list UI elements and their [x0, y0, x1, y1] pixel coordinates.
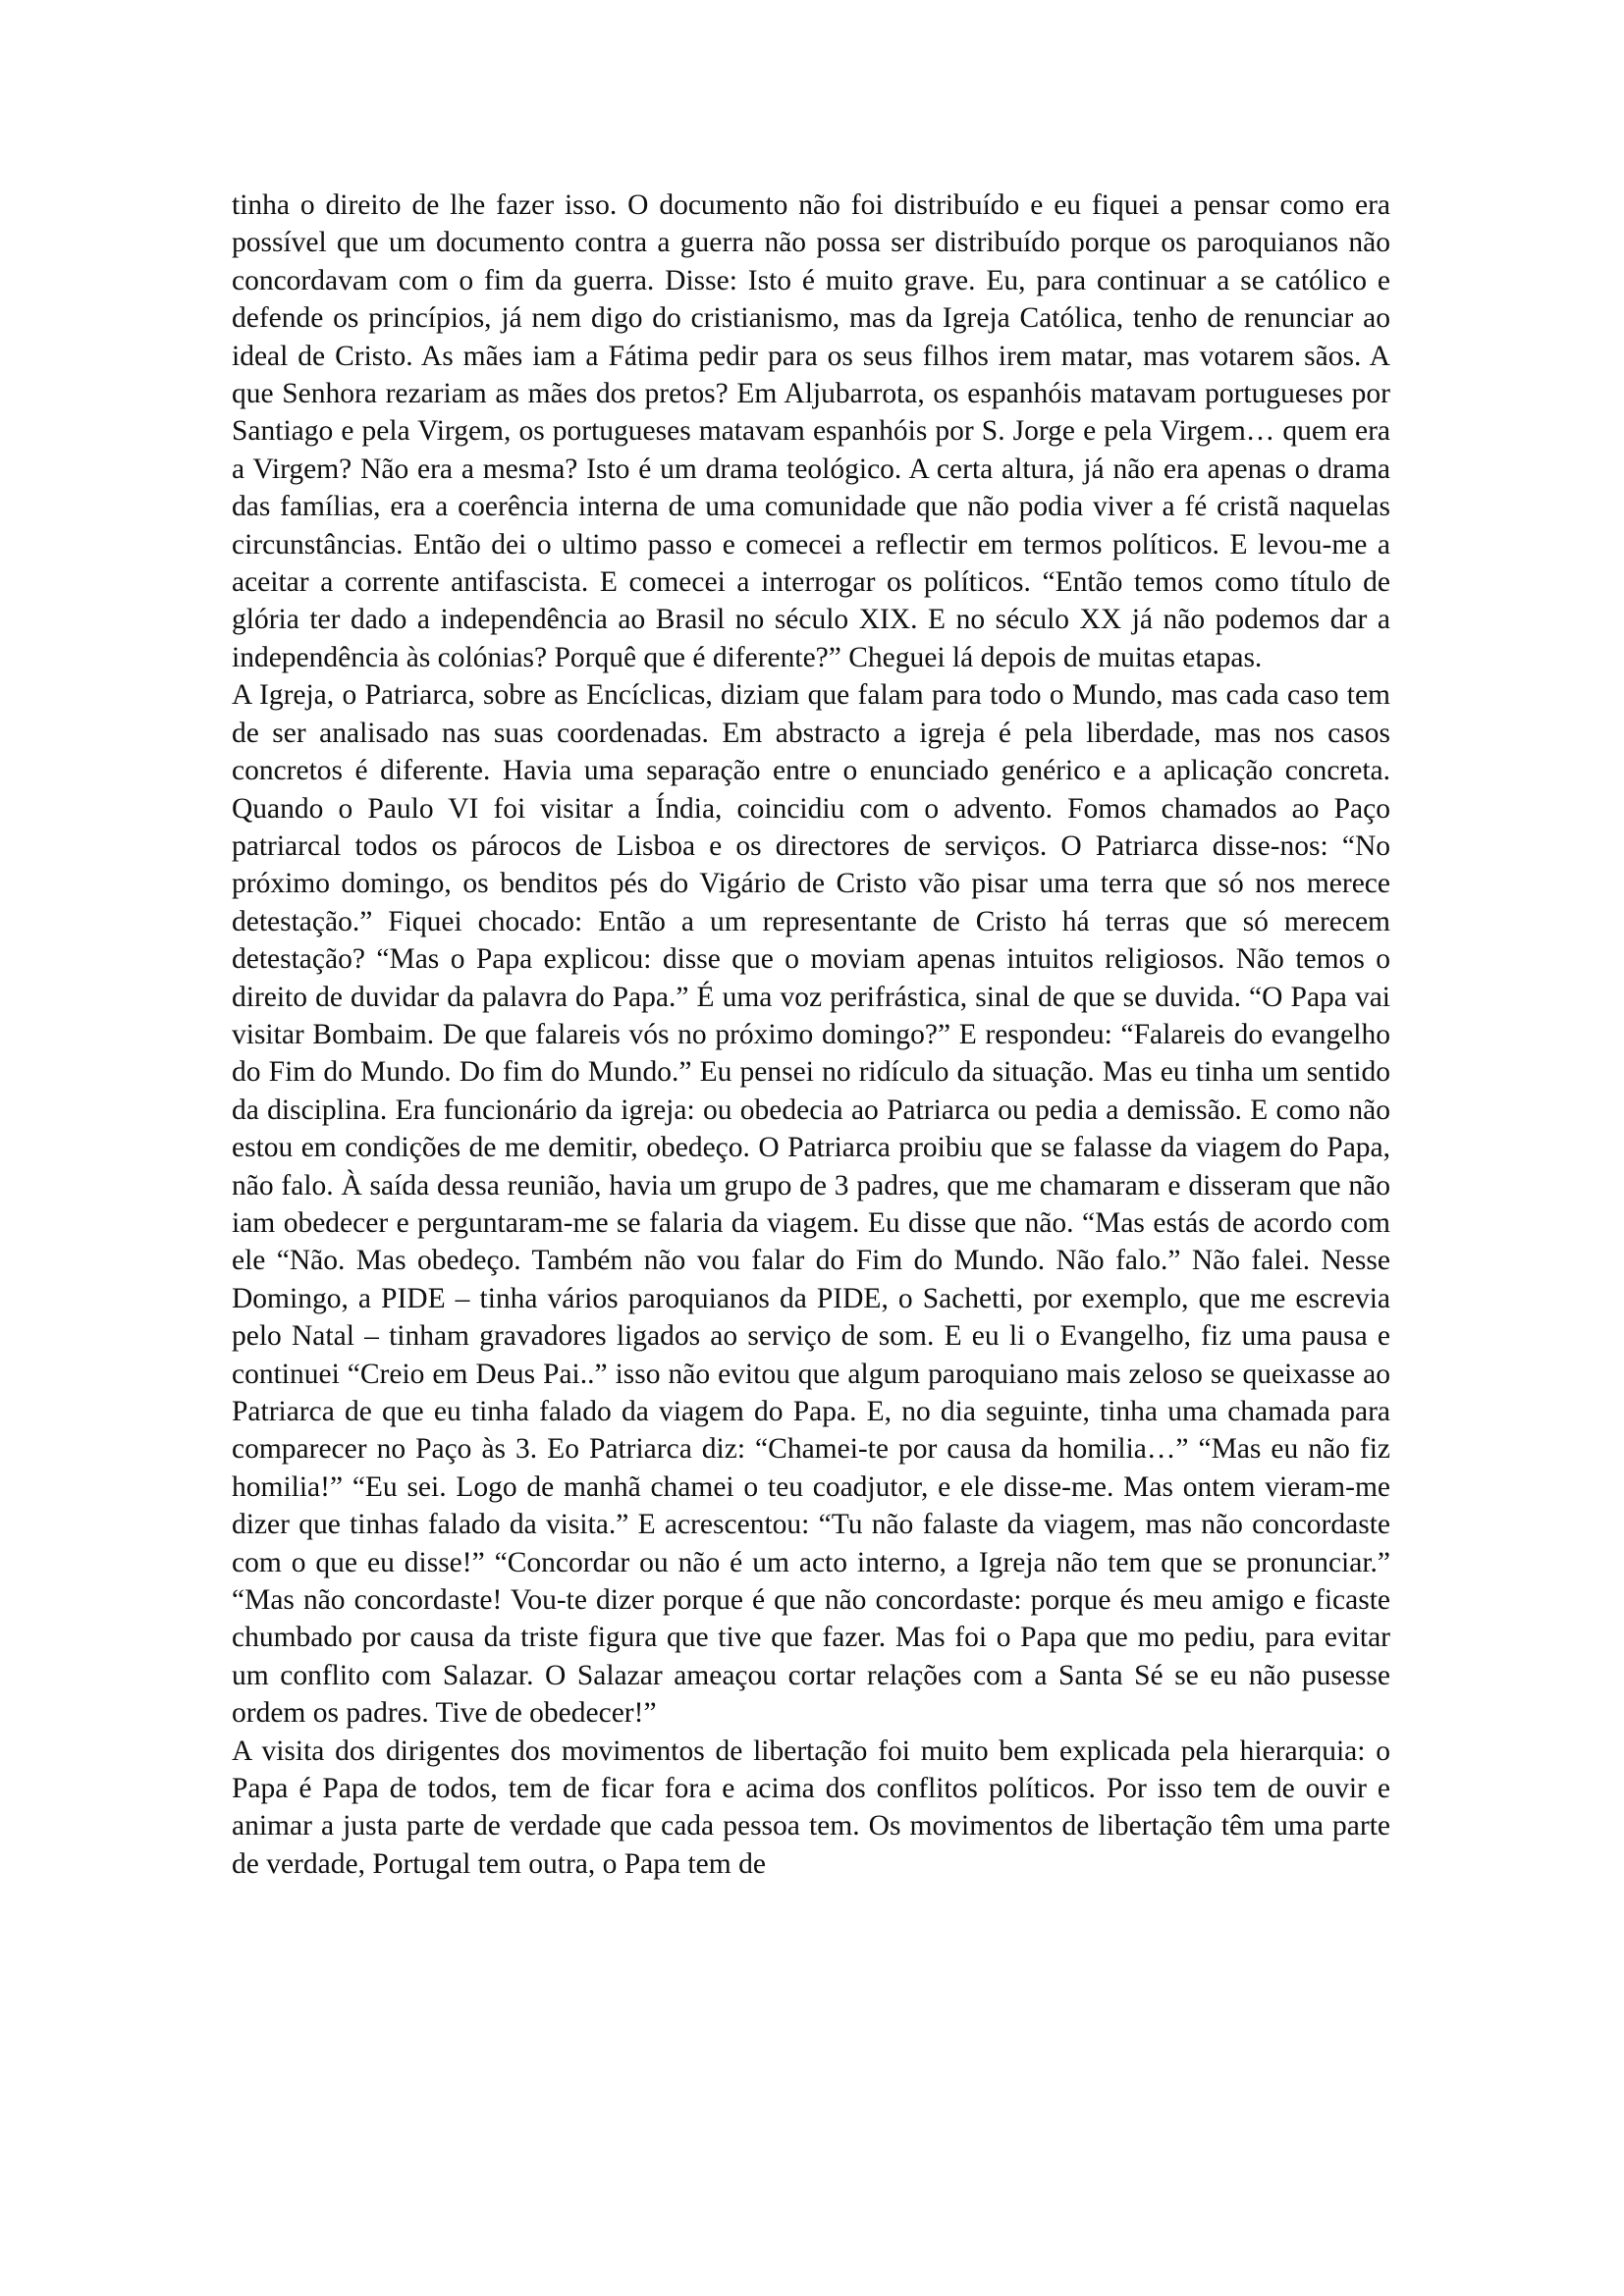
document-body — [232, 187, 1390, 1883]
paragraph-2: A Igreja, o Patriarca, sobre as Encíclicas, diziam que falam para todo o Mundo, mas cada caso tem de ser analisado nas suas coordenadas. Em abstracto a igreja é pela liberdade, mas nos casos concretos é diferente. Havia uma separação entre o enunciado genérico e a aplicação concreta. Quando o Paulo VI foi visitar a Índia, coincidiu com o advento. Fomos chamados ao Paço patriarcal todos os párocos de Lisboa e os directores de serviços. O Patriarca disse-nos: “No próximo domingo, os benditos pés do Vigário de Cristo vão pisar uma terra que só nos merece detestação.” Fiquei chocado: Então a um representante de Cristo há terras que só merecem detestação? “Mas o Papa explicou: disse que o moviam apenas intuitos religiosos. Não temos o direito de duvidar da palavra do Papa.” É uma voz perifrástica, sinal de que se duvida. “O Papa vai visitar Bombaim. De que falareis vós no próximo domingo?” E respondeu: “Falareis do evangelho do Fim do Mundo. Do fim do Mundo.” Eu pensei no ridículo da situação. Mas eu tinha um sentido da disciplina. Era funcionário da igreja: ou obedecia ao Patriarca ou pedia a demissão. E como não estou em condições de me demitir, obedeço. O Patriarca proibiu que se falasse da viagem do Papa, não falo. À saída dessa reunião, havia um grupo de 3 padres, que me chamaram e disseram que não iam obedecer e perguntaram-me se falaria da viagem. Eu disse que não. “Mas estás de acordo com ele “Não. Mas obedeço. Também não vou falar do Fim do Mundo. Não falo.” Não falei. Nesse Domingo, a PIDE – tinha vários paroquianos da PIDE, o Sachetti, por exemplo, que me escrevia pelo Natal – tinham gravadores ligados ao serviço de som. E eu li o Evangelho, fiz uma pausa e continuei “Creio em Deus Pai..” isso não evitou que algum paroquiano mais zeloso se queixasse ao Patriarca de que eu tinha falado da viagem do Papa. E, no dia seguinte, tinha uma chamada para comparecer no Paço às 3. Eo Patriarca diz: “Chamei-te por causa da homilia…” “Mas eu não fiz homilia!” “Eu sei. Logo de manhã chamei o teu coadjutor, e ele disse-me. Mas ontem vieram-me dizer que tinhas falado da visita.” E acrescentou: “Tu não falaste da viagem, mas não concordaste com o que eu disse!” “Concordar ou não é um acto interno, a Igreja não tem que se pronunciar.” “Mas não concordaste! Vou-te dizer porque é que não concordaste: porque és meu amigo e ficaste chumbado por causa da triste figura que tive que fazer. Mas foi o Papa que mo pediu, para evitar um conflito com Salazar. O Salazar ameaçou cortar relações com a Santa Sé se eu não pusesse ordem os padres. Tive de obedecer!” — [232, 679, 1390, 1730]
paragraph-3: A visita dos dirigentes dos movimentos de libertação foi muito bem explicada pela hierarquia: o Papa é Papa de todos, tem de ficar fora e acima dos conflitos políticos. Por isso tem de ouvir e animar a justa parte de verdade que cada pessoa tem. Os movimentos de libertação têm uma parte de verdade, Portugal tem outra, o Papa tem de — [232, 1735, 1390, 1880]
paragraph-1: tinha o direito de lhe fazer isso. O documento não foi distribuído e eu fiquei a pensar como era possível que um documento contra a guerra não possa ser distribuído porque os paroquianos não concordavam com o fim da guerra. Disse: Isto é muito grave. Eu, para continuar a se católico e defende os princípios, já nem digo do cristianismo, mas da Igreja Católica, tenho de renunciar ao ideal de Cristo. As mães iam a Fátima pedir para os seus filhos irem matar, mas votarem sãos. A que Senhora rezariam as mães dos pretos? Em Aljubarrota, os espanhóis matavam portugueses por Santiago e pela Virgem, os portugueses matavam espanhóis por S. Jorge e pela Virgem… quem era a Virgem? Não era a mesma? Isto é um drama teológico. A certa altura, já não era apenas o drama das famílias, era a coerência interna de uma comunidade que não podia viver a fé cristã naquelas circunstâncias. Então dei o ultimo passo e comecei a reflectir em termos políticos. E levou-me a aceitar a corrente antifascista. E comecei a interrogar os políticos. “Então temos como título de glória ter dado a independência ao Brasil no século XIX. E no século XX já não podemos dar a independência às colónias? Porquê que é diferente?” Cheguei lá depois de muitas etapas. — [232, 189, 1390, 673]
